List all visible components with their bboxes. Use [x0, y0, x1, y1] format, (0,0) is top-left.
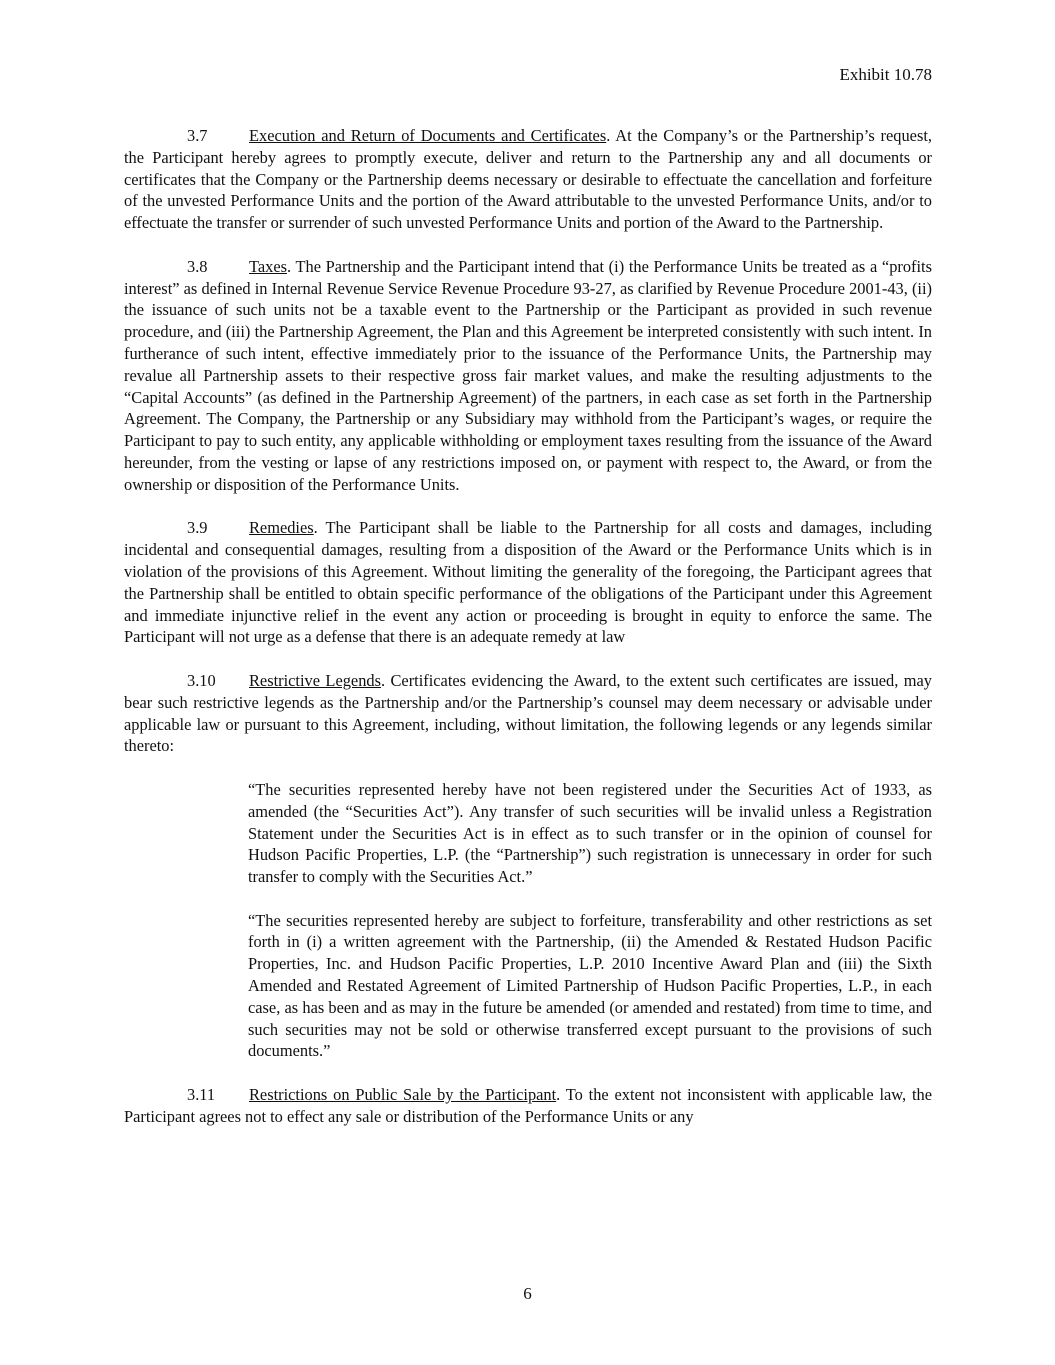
section-number: 3.9 [187, 518, 208, 538]
section-number: 3.10 [187, 670, 216, 690]
section-heading: Execution and Return of Documents and Certificates [249, 126, 607, 145]
legend-forfeiture-restrictions: “The securities represented hereby are subject to forfeiture, transferability and other restrictions as set forth in (i) a written agreement with the Partnership, (ii) the Amended & Restated Hudson Pacific Properties, Inc. and Hudson Pacific Properties, L.P. 2010 Incentive Award Plan and (iii) the Sixth Amended and Restated Agreement of Limited Partnership of Hudson Pacific Properties, L.P., in each case, as has been and as may in the future be amended (or amended and restated) from time to time, and such securities may not be sold or otherwise transferred except pursuant to the provisions of such documents.” [248, 910, 932, 1061]
section-number: 3.11 [187, 1085, 216, 1105]
section-text: . The Participant shall be liable to the Partnership for all costs and damages, including incidental and consequential damages, resulting from a disposition of the Award or the Performance Units which is in violation of the provisions of this Agreement. Without limiting the generality of the foregoing, the Participant agrees that the Partnership shall be entitled to obtain specific performance of the obligations of the Participant under this Agreement and immediate injunctive relief in the event any action or proceeding is brought in equity to enforce the same. The Participant will not urge as a defense that there is an adequate remedy at law [124, 518, 932, 647]
section-text: . At the Company’s or the Partnership’s request, the Participant hereby agrees to promptly execute, deliver and return to the Partnership any and all documents or certificates that the Company or the Partnership deems necessary or desirable to effectuate the cancellation and forfeiture of the unvested Performance Units and the portion of the Award attributable to the unvested Performance Units, and/or to effectuate the transfer or surrender of such unvested Performance Units and portion of the Award to the Partnership. [124, 126, 932, 233]
section-number: 3.7 [187, 126, 208, 145]
section-3-8 [124, 256, 932, 496]
section-text: . The Partnership and the Participant intend that (i) the Performance Units be treated as a “profits interest” as defined in Internal Revenue Service Revenue Procedure 93-27, as clarified by Revenue Procedure 2001-43, (ii) the issuance of such units not be a taxable event to the Partnership or the Participant as provided in such revenue procedure, and (iii) the Partnership Agreement, the Plan and this Agreement be interpreted consistently with such intent. In furtherance of such intent, effective immediately prior to the issuance of the Performance Units, the Partnership may revalue all Partnership assets to their respective gross fair market values, and make the resulting adjustments to the “Capital Accounts” (as defined in the Partnership Agreement) of the partners, in each case as set forth in the Partnership Agreement. The Company, the Partnership or any Subsidiary may withhold from the Participant’s wages, or require the Participant to pay to such entity, any applicable withholding or employment taxes resulting from the issuance of the Award hereunder, from the vesting or lapse of any restrictions imposed on, or payment with respect to, the Award, or from the ownership or disposition of the Performance Units. [124, 256, 932, 494]
section-number: 3.8 [187, 256, 208, 276]
page-number: 6 [523, 1284, 532, 1303]
section-heading: Taxes [249, 256, 287, 276]
section-3-7 [124, 125, 932, 234]
legend-securities-act: “The securities represented hereby have not been registered under the Securities Act of 1933, as amended (the “Securities Act”). Any transfer of such securities will be invalid unless a Registration Statement under the Securities Act is in effect as to such transfer or in the opinion of counsel for Hudson Pacific Properties, L.P. (the “Partnership”) such registration is unnecessary in order for such transfer to comply with the Securities Act.” [248, 779, 932, 887]
section-text: . To the extent not inconsistent with applicable law, the Participant agrees not to effect any sale or distribution of the Performance Units or any [124, 1085, 932, 1126]
section-heading: Restrictive Legends [249, 670, 381, 690]
section-3-11 [124, 1084, 932, 1128]
section-heading: Restrictions on Public Sale by the Participant [249, 1085, 557, 1105]
section-text: . Certificates evidencing the Award, to the extent such certificates are issued, may bear such restrictive legends as the Partnership and/or the Partnership’s counsel may deem necessary or advisable under applicable law or pursuant to this Agreement, including, without limitation, the following legends or any legends similar thereto: [124, 670, 932, 756]
section-heading: Remedies [249, 518, 314, 538]
exhibit-label: Exhibit 10.78 [839, 65, 932, 84]
document-body [124, 125, 932, 1128]
section-3-9 [124, 517, 932, 648]
section-3-10 [124, 670, 932, 757]
